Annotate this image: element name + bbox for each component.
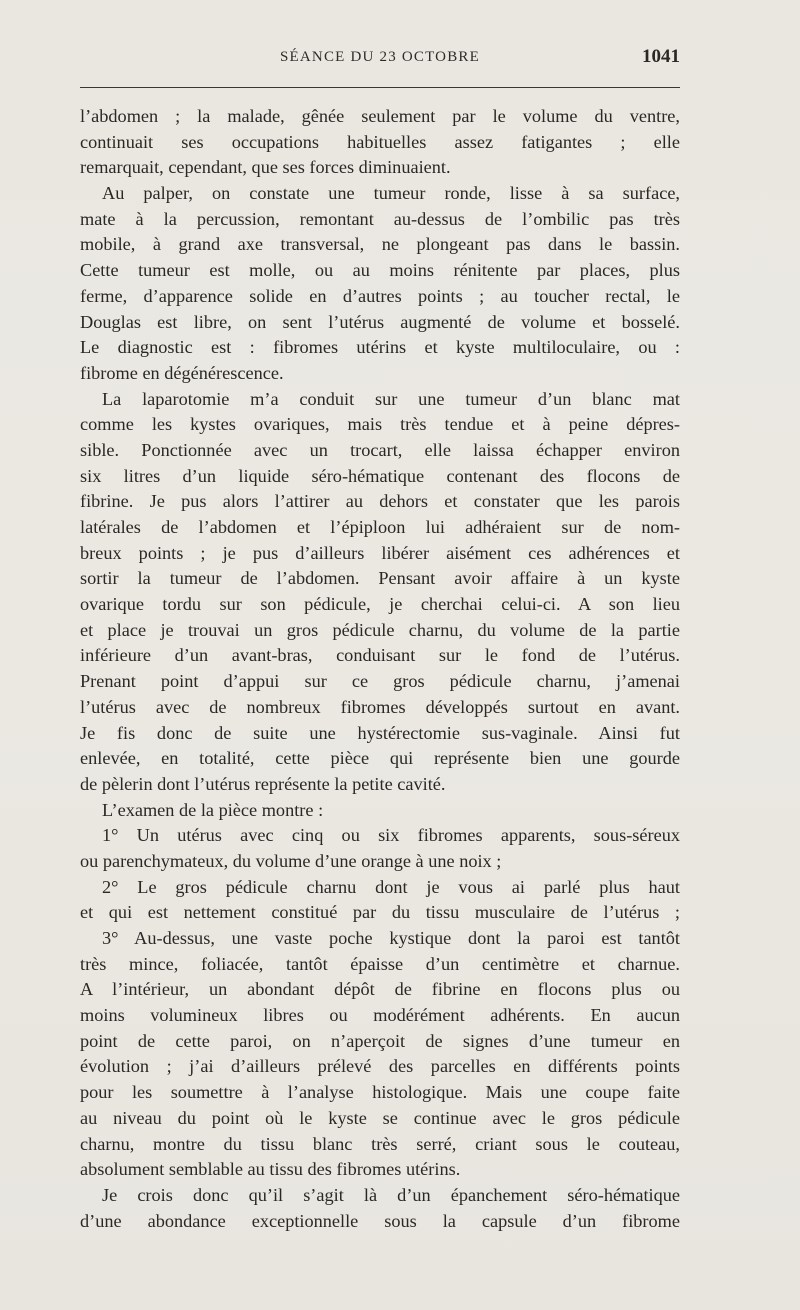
text-line: Prenant point d’appui sur ce gros pédicule charnu, j’amenai [80,671,680,692]
text-line: breux points ; je pus d’ailleurs libérer aisément ces adhérences et [80,542,680,563]
text-line: Douglas est libre, on sent l’utérus augmenté de volume et bosselé. [80,311,680,332]
text-line: inférieure d’un avant-bras, conduisant sur le fond de l’utérus. [80,645,680,666]
text-line: 2° Le gros pédicule charnu dont je vous ai parlé plus haut [102,876,680,897]
text-line: latérales de l’abdomen et l’épiploon lui adhéraient sur de nom- [80,517,680,537]
text-line: six litres d’un liquide séro-hématique contenant des flocons de [80,465,680,486]
text-line: mobile, à grand axe transversal, ne plongeant pas dans le bassin. [80,234,680,255]
text-line: Cette tumeur est molle, ou au moins rénitente par places, plus [80,260,680,281]
header-title: SÉANCE DU 23 OCTOBRE [280,49,480,65]
text-line: continuait ses occupations habituelles assez fatigantes ; elle [80,131,680,152]
text-line: pour les soumettre à l’analyse histologique. Mais une coupe faite [80,1082,680,1103]
text-line: La laparotomie m’a conduit sur une tumeur d’un blanc mat [102,388,680,409]
text-line: enlevée, en totalité, cette pièce qui représente bien une gourde [80,748,680,769]
text-line: 1° Un utérus avec cinq ou six fibromes apparents, sous-séreux [102,825,680,846]
text-line: sible. Ponctionnée avec un trocart, elle laissa échapper environ [80,439,680,460]
text-line: ovarique tordu sur son pédicule, je cherchai celui-ci. A son lieu [80,594,680,615]
text-line: évolution ; j’ai d’ailleurs prélevé des parcelles en différents points [80,1056,680,1077]
text-line: et qui est nettement constitué par du tissu musculaire de l’utérus ; [80,902,680,923]
page-number: 1041 [642,46,680,67]
text-line: moins volumineux libres ou modérément adhérents. En aucun [80,1005,680,1026]
text-line: remarquait, cependant, que ses forces diminuaient. [80,157,451,178]
text-line: très mince, foliacée, tantôt épaisse d’un centimètre et charnue. [80,953,680,974]
text-line: l’utérus avec de nombreux fibromes développés surtout en avant. [80,696,680,717]
text-line: Le diagnostic est : fibromes utérins et kyste multiloculaire, ou : [80,337,680,358]
body-text [80,104,680,1234]
text-line: sortir la tumeur de l’abdomen. Pensant avoir affaire à un kyste [80,568,680,589]
text-line: d’une abondance exceptionnelle sous la capsule d’un fibrome [80,1210,680,1231]
text-line: ou parenchymateux, du volume d’une orange à une noix ; [80,850,502,871]
text-line: L’examen de la pièce montre : [102,799,324,820]
text-line: fibrine. Je pus alors l’attirer au dehors et constater que les parois [80,491,680,512]
text-line: Je fis donc de suite une hystérectomie sus-vaginale. Ainsi fut [80,722,680,743]
text-line: 3° Au-dessus, une vaste poche kystique dont la paroi est tantôt [102,928,680,948]
text-line: Au palper, on constate une tumeur ronde, lisse à sa surface, [102,183,680,204]
text-line: mate à la percussion, remontant au-dessus de l’ombilic pas très [80,208,680,229]
text-line: charnu, montre du tissu blanc très serré, criant sous le couteau, [80,1133,680,1154]
text-line: comme les kystes ovariques, mais très tendue et à peine dépres- [80,414,680,435]
text-line: l’abdomen ; la malade, gênée seulement par le volume du ventre, [80,106,680,126]
text-line: absolument semblable au tissu des fibromes utérins. [80,1159,461,1180]
text-line: ferme, d’apparence solide en d’autres points ; au toucher rectal, le [80,285,680,306]
running-header [80,46,680,76]
text-line: fibrome en dégénérescence. [80,362,284,383]
text-line: point de cette paroi, on n’aperçoit de signes d’une tumeur en [80,1030,680,1051]
header-rule [80,87,680,88]
text-line: au niveau du point où le kyste se continue avec le gros pédicule [80,1107,680,1128]
text-line: et place je trouvai un gros pédicule charnu, du volume de la partie [80,619,680,640]
text-line: Je crois donc qu’il s’agit là d’un épanchement séro-hématique [102,1184,680,1205]
text-line: A l’intérieur, un abondant dépôt de fibrine en flocons plus ou [80,979,680,1000]
text-line: de pèlerin dont l’utérus représente la petite cavité. [80,773,446,794]
